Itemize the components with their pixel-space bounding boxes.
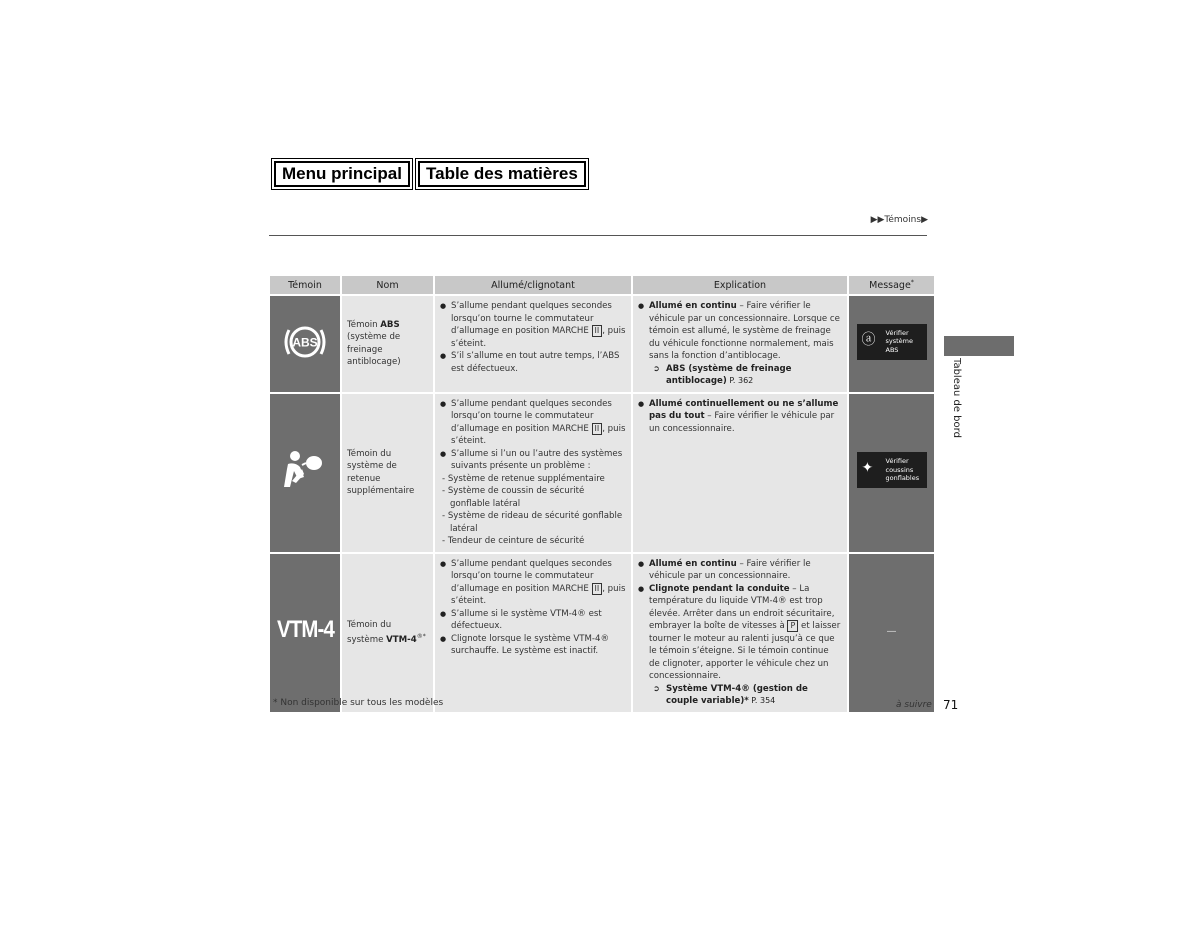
list-item: ● S’allume pendant quelques secondes lorsqu’on tourne le commutateur d’allumage en position MARCHE II , puis s’éteint. [440,398,626,448]
on-flashing-cell [435,394,631,552]
airbag-message-icon: ✦ [861,460,874,477]
name-cell: Témoin ABS (système de freinage antiblocage) [342,296,433,392]
header-rule [269,235,927,236]
abs-message-icon: ⓐ [861,331,876,348]
table-row [270,296,934,392]
indicator-table [268,274,936,714]
airbag-warning-icon [282,447,328,493]
list-item: ● S’il s’allume en tout autre temps, l’ABS est défectueux. [440,350,626,375]
on-flashing-cell [435,554,631,712]
indicator-cell [270,554,340,712]
sub-list-item: - Tendeur de ceinture de sécurité [442,536,585,546]
header-explanation: Explication [633,276,847,294]
footnote: * Non disponible sur tous les modèles [273,698,444,708]
header-indicator: Témoin [270,276,340,294]
main-menu-button[interactable]: Menu principal [274,161,410,187]
sub-list-item: - Système de coussin de sécurité gonflable latéral [442,486,585,509]
gear-position-badge: II [592,325,603,337]
list-item: ● S’allume si le système VTM-4® est défectueux. [440,608,626,633]
indicator-cell [270,296,340,392]
section-label: Tableau de bord [951,358,962,438]
on-flashing-cell [435,296,631,392]
list-item: ● Clignote pendant la conduite – La température du liquide VTM-4® est trop élevée. Arrêter dans un endroit sécuritaire, embrayer la boîte de vitesses à P et laisser tourner le moteur au ralenti jusqu’à ce que le témoin s’éteigne. Si le témoin continue de clignoter, apporter le véhicule chez un concessionnaire. [638,583,842,683]
header-name: Nom [342,276,433,294]
list-item: ● S’allume pendant quelques secondes lorsqu’on tourne le commutateur d’allumage en position MARCHE II , puis s’éteint. [440,300,626,350]
list-item: ● S’allume pendant quelques secondes lorsqu’on tourne le commutateur d’allumage en position MARCHE II , puis s’éteint. [440,558,626,608]
table-row [270,554,934,712]
list-item: ● Clignote lorsque le système VTM-4® surchauffe. Le système est inactif. [440,633,626,658]
list-item: ● Allumé continuellement ou ne s’allume pas du tout – Faire vérifier le véhicule par un concessionnaire. [638,398,842,436]
reference-arrow-icon: ➲ [653,363,660,373]
breadcrumb: ▶▶Témoins▶ [870,215,928,225]
table-header-row [270,276,934,294]
no-message-dash: — [886,626,897,638]
continued-label: à suivre [896,700,932,710]
table-of-contents-button[interactable]: Table des matières [418,161,586,187]
explanation-cell [633,296,847,392]
page-reference-link[interactable]: ➲ ABS (système de freinage antiblocage) P. 362 [653,363,792,386]
header-on-flashing: Allumé/clignotant [435,276,631,294]
sub-list-item: - Système de retenue supplémentaire [442,473,605,484]
sub-list-item: - Système de rideau de sécurité gonflable latéral [442,511,623,534]
name-cell: Témoin du système VTM-4®* [342,554,433,712]
name-cell: Témoin du système de retenue supplémentaire [342,394,433,552]
gear-position-badge: II [592,423,603,435]
indicator-cell [270,394,340,552]
reference-arrow-icon: ➲ [653,683,660,693]
explanation-cell [633,554,847,712]
section-tab [944,336,1014,356]
vtm4-warning-icon: VTM-4 [276,615,334,643]
message-display: ⓐ Vérifier système ABS [857,324,927,360]
message-cell [849,394,934,552]
page-number: 71 [943,698,959,712]
header-message: Message* [849,276,934,294]
svg-text:ABS: ABS [292,335,318,349]
page-reference-link[interactable]: ➲ Système VTM-4® (gestion de couple variable)* P. 354 [653,683,808,706]
table-row [270,394,934,552]
list-item: ● Allumé en continu – Faire vérifier le véhicule par un concessionnaire. Lorsque ce témoin est allumé, le système de freinage du véhicule fonctionne normalement, mais sans la fonction d’antiblocage. [638,300,842,363]
list-item: ● S’allume si l’un ou l’autre des systèmes suivants présente un problème : [440,448,626,473]
abs-warning-icon [282,322,328,362]
gear-position-badge: P [787,620,798,632]
message-cell [849,554,934,712]
gear-position-badge: II [592,583,603,595]
explanation-cell [633,394,847,552]
message-display: ✦ Vérifier coussins gonflables [857,452,927,488]
message-cell [849,296,934,392]
list-item: ● Allumé en continu – Faire vérifier le véhicule par un concessionnaire. [638,558,842,583]
